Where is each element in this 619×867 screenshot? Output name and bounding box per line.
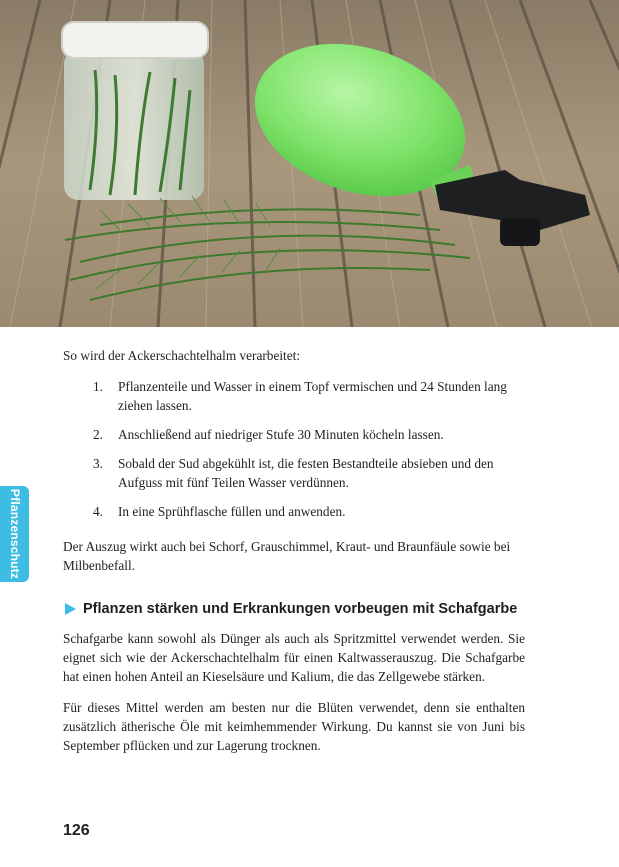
list-item-number: 3.: [93, 456, 103, 471]
list-item-number: 2.: [93, 427, 103, 442]
section-heading: [63, 599, 525, 619]
intro-text: So wird der Ackerschachtelhalm verarbeitet:: [63, 348, 301, 363]
list-item-text: Pflanzenteile und Wasser in einem Topf vermischen und 24 Stunden lang ziehen lassen.: [118, 379, 507, 413]
list-item: [63, 425, 525, 444]
section-tab: [0, 486, 29, 582]
horsetail-spray-photo: [0, 0, 619, 327]
list-item-text: Sobald der Sud abgekühlt ist, die festen Bestandteile absieben und den Aufguss mit fünf Teilen Wasser verdünnen.: [118, 456, 494, 490]
list-item: [63, 377, 525, 415]
page-number: 126: [63, 822, 90, 839]
list-item: [63, 454, 525, 492]
list-item-text: Anschließend auf niedriger Stufe 30 Minuten köcheln lassen.: [118, 427, 444, 442]
list-item: [63, 502, 525, 521]
page-content: [63, 346, 525, 767]
body-paragraph: Schafgarbe kann sowohl als Dünger als auch als Spritzmittel verwendet werden. Sie eignet sich wie der Ackerschachtelhalm für einen Kaltwasserauszug. Die Schafgarbe hat einen hohen Anteil an Kieselsäure und Kalium, die das Zellgewebe stärken.: [63, 631, 525, 684]
list-item-number: 4.: [93, 504, 103, 519]
section-heading-text: Pflanzen stärken und Erkrankungen vorbeugen mit Schafgarbe: [83, 601, 518, 617]
body-paragraph: Für dieses Mittel werden am besten nur die Blüten verwendet, denn sie enthalten zusätzlich ätherische Öle mit keimhemmender Wirkung. Du kannst sie von Juni bis September pflücken und zur Lagerung trocknen.: [63, 700, 525, 753]
list-item-number: 1.: [93, 379, 103, 394]
triangle-bullet-icon: [65, 603, 76, 615]
list-item-text: In eine Sprühflasche füllen und anwenden.: [118, 504, 346, 519]
after-steps-text: Der Auszug wirkt auch bei Schorf, Grauschimmel, Kraut- und Braunfäule sowie bei Milbenbefall.: [63, 539, 511, 573]
section-tab-label: Pflanzenschutz: [7, 488, 22, 580]
steps-list: [63, 377, 525, 521]
